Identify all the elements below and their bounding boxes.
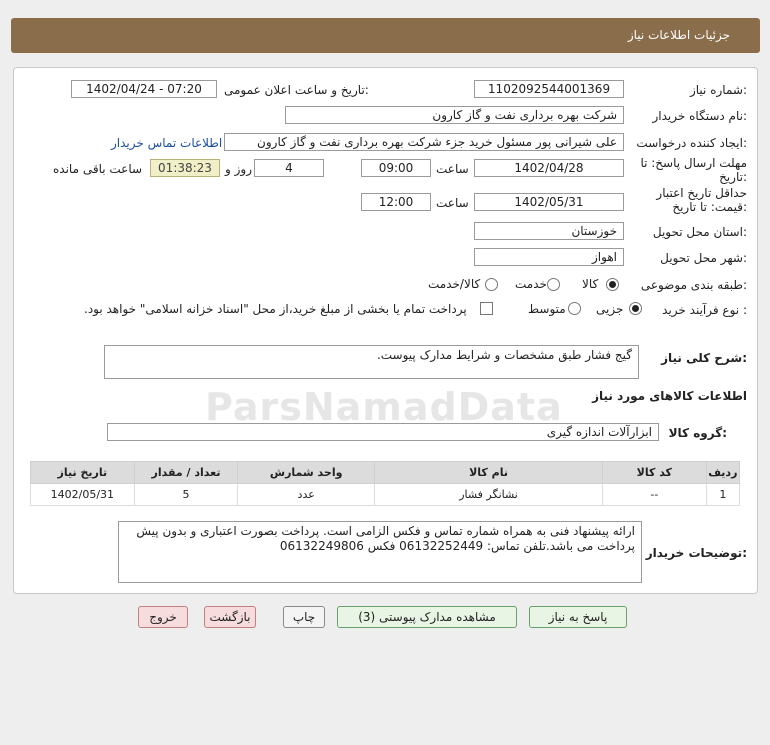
buyer-notes-label: توضیحات خریدار: — [645, 546, 747, 560]
buyer-org-field[interactable]: شرکت بهره برداری نفت و گاز کارون — [285, 106, 624, 124]
column-header: کد کالا — [603, 462, 707, 484]
column-header: نام کالا — [375, 462, 603, 484]
details-panel — [13, 67, 758, 594]
announce-field[interactable]: 1402/04/24 - 07:20 — [71, 80, 217, 98]
deadline-time-label: ساعت — [436, 162, 469, 176]
province-label: استان محل تحویل: — [652, 225, 747, 239]
category-radio-goods[interactable] — [606, 278, 619, 291]
category-option-goods: کالا — [582, 277, 599, 291]
validity-time-label: ساعت — [436, 196, 469, 210]
remaining-time-field: 01:38:23 — [150, 159, 220, 177]
print-button[interactable]: چاپ — [283, 606, 325, 628]
category-option-service: خدمت — [515, 277, 547, 291]
description-label: شرح کلی نیاز: — [661, 351, 747, 365]
process-label: نوع فرآیند خرید : — [662, 303, 747, 317]
table-cell: نشانگر فشار — [375, 484, 603, 506]
description-field[interactable]: گیج فشار طبق مشخصات و شرایط مدارک پیوست. — [104, 345, 639, 379]
column-header: تعداد / مقدار — [134, 462, 238, 484]
category-option-both: کالا/خدمت — [428, 277, 481, 291]
table-row[interactable] — [31, 484, 740, 506]
treasury-payment-note: پرداخت تمام یا بخشی از مبلغ خرید،از محل "اسناد خزانه اسلامی" خواهد بود. — [84, 302, 467, 316]
goods-section-title: اطلاعات کالاهای مورد نیاز — [592, 389, 747, 403]
validity-date-field[interactable]: 1402/05/31 — [474, 193, 624, 211]
goods-table-header — [31, 462, 740, 484]
city-label: شهر محل تحویل: — [660, 251, 747, 265]
column-header: ردیف — [706, 462, 739, 484]
days-field[interactable]: 4 — [254, 159, 324, 177]
table-cell: عدد — [238, 484, 375, 506]
goods-group-field[interactable]: ابزارآلات اندازه گیری — [107, 423, 659, 441]
days-label: روز و — [225, 162, 252, 176]
buyer-notes-field[interactable]: ارائه پیشنهاد فنی به همراه شماره تماس و فکس الزامی است. پرداخت بصورت اعتباری و بدون پیش پرداخت می باشد.تلفن تماس: 06132252449 فکس 06132249806 — [118, 521, 642, 583]
process-option-minor: جزیی — [596, 302, 624, 316]
need-number-label: شماره نیاز: — [689, 83, 747, 97]
goods-table — [30, 461, 740, 506]
creator-field[interactable]: علی شیرانی پور مسئول خرید جزء شرکت بهره برداری نفت و گاز کارون — [224, 133, 624, 151]
view-attachments-button[interactable]: مشاهده مدارک پیوستی (3) — [337, 606, 517, 628]
deadline-time-field[interactable]: 09:00 — [361, 159, 431, 177]
city-field[interactable]: اهواز — [474, 248, 624, 266]
table-cell: 5 — [134, 484, 238, 506]
deadline-label: مهلت ارسال پاسخ: تا — [640, 156, 747, 170]
buyer-contact-link[interactable]: اطلاعات تماس خریدار — [111, 136, 223, 150]
announce-label: تاریخ و ساعت اعلان عمومی: — [224, 83, 369, 97]
watermark-brand: ParsNamadData — [205, 385, 563, 429]
category-radio-service[interactable] — [547, 278, 560, 291]
treasury-payment-checkbox[interactable] — [480, 302, 493, 315]
column-header: واحد شمارش — [238, 462, 375, 484]
deadline-label-date: تاریخ: — [719, 170, 747, 184]
exit-button[interactable]: خروج — [138, 606, 188, 628]
back-button[interactable]: بازگشت — [204, 606, 256, 628]
reply-button[interactable]: پاسخ به نیاز — [529, 606, 627, 628]
remaining-label: ساعت باقی مانده — [53, 162, 143, 176]
buyer-org-label: نام دستگاه خریدار: — [652, 109, 747, 123]
process-option-medium: متوسط — [528, 302, 566, 316]
validity-time-field[interactable]: 12:00 — [361, 193, 431, 211]
category-label: طبقه بندی موضوعی: — [640, 278, 747, 292]
deadline-date-field[interactable]: 1402/04/28 — [474, 159, 624, 177]
process-radio-minor[interactable] — [629, 302, 642, 315]
column-header: تاریخ نیاز — [31, 462, 135, 484]
validity-label: حداقل تاریخ اعتبار — [656, 186, 747, 200]
table-cell: 1402/05/31 — [31, 484, 135, 506]
goods-group-label: گروه کالا: — [668, 426, 727, 440]
category-radio-both[interactable] — [485, 278, 498, 291]
page-title: جزئیات اطلاعات نیاز — [627, 28, 730, 42]
process-radio-medium[interactable] — [568, 302, 581, 315]
table-cell: -- — [603, 484, 707, 506]
validity-label-date: قیمت: تا تاریخ: — [672, 200, 747, 214]
table-cell: 1 — [706, 484, 739, 506]
province-field[interactable]: خوزستان — [474, 222, 624, 240]
page-header — [11, 18, 760, 53]
need-number-field[interactable]: 1102092544001369 — [474, 80, 624, 98]
creator-label: ایجاد کننده درخواست: — [636, 136, 747, 150]
